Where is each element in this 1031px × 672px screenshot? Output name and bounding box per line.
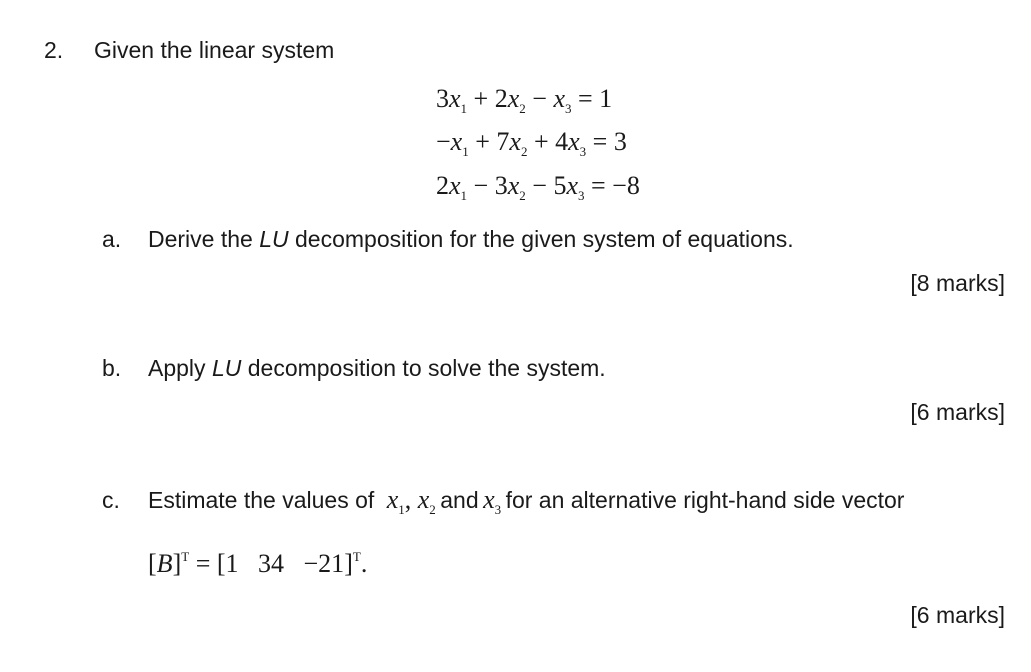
equation-1: $3x_1 + 2x_2 - x_3 = 1$ xyxy=(436,84,613,116)
part-b-label: b. xyxy=(102,355,122,381)
part-a-label: a. xyxy=(102,226,122,252)
part-a-marks: [8 marks] xyxy=(910,270,1005,296)
part-b-marks: [6 marks] xyxy=(910,399,1005,425)
part-b-text: Apply LU decomposition to solve the system. xyxy=(148,355,606,381)
part-c-label: c. xyxy=(102,487,120,513)
equation-3: $2x_1 - 3x_2 - 5x_3 = -8$ xyxy=(436,171,640,203)
question-intro: Given the linear system xyxy=(94,37,335,63)
equation-2: $-x_1 + 7x_2 + 4x_3 = 3$ xyxy=(436,127,627,159)
part-a-text: Derive the LU decomposition for the given system of equations. xyxy=(148,226,794,252)
part-c-marks: [6 marks] xyxy=(910,602,1005,628)
question-number: 2. xyxy=(44,37,64,63)
part-c-text: Estimate the values of $x_1$, $x_2$ and $x_3$ for an alternative right-hand side vector xyxy=(148,485,905,517)
rhs-vector: $[B]^T = [1$ 34 −21]$^T$. xyxy=(148,549,368,578)
